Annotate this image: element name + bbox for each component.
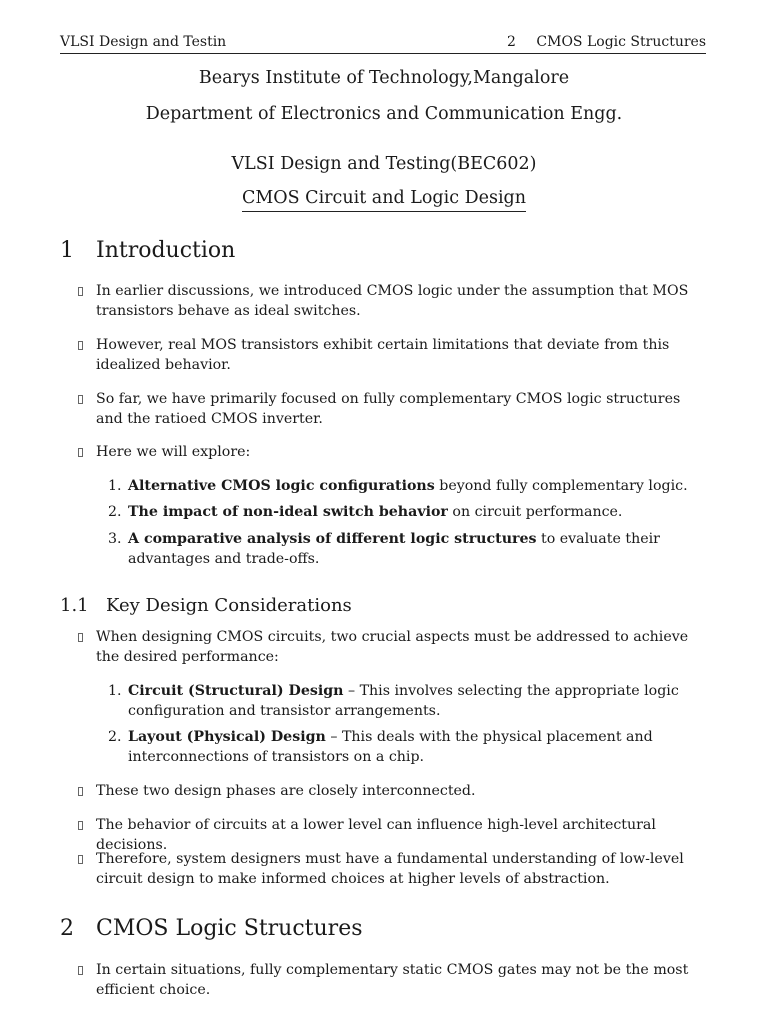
bullet-icon xyxy=(78,287,83,296)
bullet-icon xyxy=(78,341,83,350)
bullet-item xyxy=(78,627,708,667)
bullet-text: However, real MOS transistors exhibit certain limitations that deviate from this idealized behavior. xyxy=(96,337,670,373)
bullet-icon xyxy=(78,821,83,830)
item-text: beyond fully complementary logic. xyxy=(434,478,688,494)
course-title: VLSI Design and Testing(BEC602) xyxy=(231,154,537,174)
bullet-text: The behavior of circuits at a lower level can influence high-level architectural decisions. xyxy=(96,817,656,853)
bullet-icon xyxy=(78,448,83,457)
item-bold-text: Alternative CMOS logic configurations xyxy=(128,478,435,494)
institution-name: Bearys Institute of Technology,Mangalore xyxy=(198,68,570,88)
bullet-icon xyxy=(78,855,83,864)
bullet-text: So far, we have primarily focused on fully complementary CMOS logic structures and the ratioed CMOS inverter. xyxy=(96,391,681,427)
item-text: – This deals with the physical placement and interconnections of transistors on a chip. xyxy=(128,729,653,765)
bullet-item xyxy=(78,849,708,889)
subsection-number: 1.1 xyxy=(60,595,89,616)
numbered-item xyxy=(108,502,708,522)
item-bold-text: Layout (Physical) Design xyxy=(128,729,326,745)
item-number: 1. xyxy=(108,683,122,699)
section-heading-introduction xyxy=(60,238,235,263)
bullet-text: In earlier discussions, we introduced CMOS logic under the assumption that MOS transistors behave as ideal switches. xyxy=(96,283,689,319)
bullet-item xyxy=(78,960,708,1000)
numbered-item xyxy=(108,476,708,496)
topic-title-text: CMOS Circuit and Logic Design xyxy=(242,188,526,212)
bullet-item xyxy=(78,281,708,321)
bullet-icon xyxy=(78,395,83,404)
numbered-item xyxy=(108,529,708,569)
bullet-item xyxy=(78,442,708,462)
department-name: Department of Electronics and Communication Engg. xyxy=(145,104,623,124)
subsection-title: Key Design Considerations xyxy=(106,595,352,616)
item-bold-text: Circuit (Structural) Design xyxy=(128,683,344,699)
numbered-item xyxy=(108,681,708,721)
bullet-text: These two design phases are closely interconnected. xyxy=(96,783,476,799)
bullet-text: Here we will explore: xyxy=(96,444,251,460)
item-bold-text: A comparative analysis of different logic structures xyxy=(128,531,537,547)
item-number: 3. xyxy=(108,531,122,547)
bullet-item xyxy=(78,389,708,429)
item-bold-text: The impact of non-ideal switch behavior xyxy=(128,504,448,520)
item-text: – This involves selecting the appropriate logic configuration and transistor arrangements. xyxy=(128,683,679,719)
section-number: 1 xyxy=(60,238,74,263)
bullet-item xyxy=(78,335,708,375)
section-number: 2 xyxy=(60,916,74,941)
bullet-text: When designing CMOS circuits, two crucial aspects must be addressed to achieve the desired performance: xyxy=(96,629,689,665)
running-header xyxy=(60,30,706,54)
section-title: CMOS Logic Structures xyxy=(96,916,363,941)
bullet-text: In certain situations, fully complementary static CMOS gates may not be the most efficient choice. xyxy=(96,962,689,998)
item-text: to evaluate their advantages and trade-offs. xyxy=(128,531,660,567)
section-title: Introduction xyxy=(96,238,236,263)
header-section-number: 2 xyxy=(507,34,516,50)
item-text: on circuit performance. xyxy=(447,504,623,520)
topic-title xyxy=(0,188,768,208)
bullet-icon xyxy=(78,966,83,975)
bullet-icon xyxy=(78,787,83,796)
item-number: 2. xyxy=(108,729,122,745)
header-section xyxy=(507,34,706,50)
header-section-title: CMOS Logic Structures xyxy=(536,34,706,50)
bullet-text: Therefore, system designers must have a fundamental understanding of low-level circuit design to make informed choices at higher levels of abstraction. xyxy=(96,851,684,887)
bullet-icon xyxy=(78,633,83,642)
item-number: 1. xyxy=(108,478,122,494)
bullet-item xyxy=(78,781,708,801)
item-number: 2. xyxy=(108,504,122,520)
header-course-title: VLSI Design and Testin xyxy=(60,34,227,50)
numbered-item xyxy=(108,727,708,767)
section-heading-cmos-logic-structures xyxy=(60,916,363,941)
subsection-heading-key-design xyxy=(60,595,352,616)
